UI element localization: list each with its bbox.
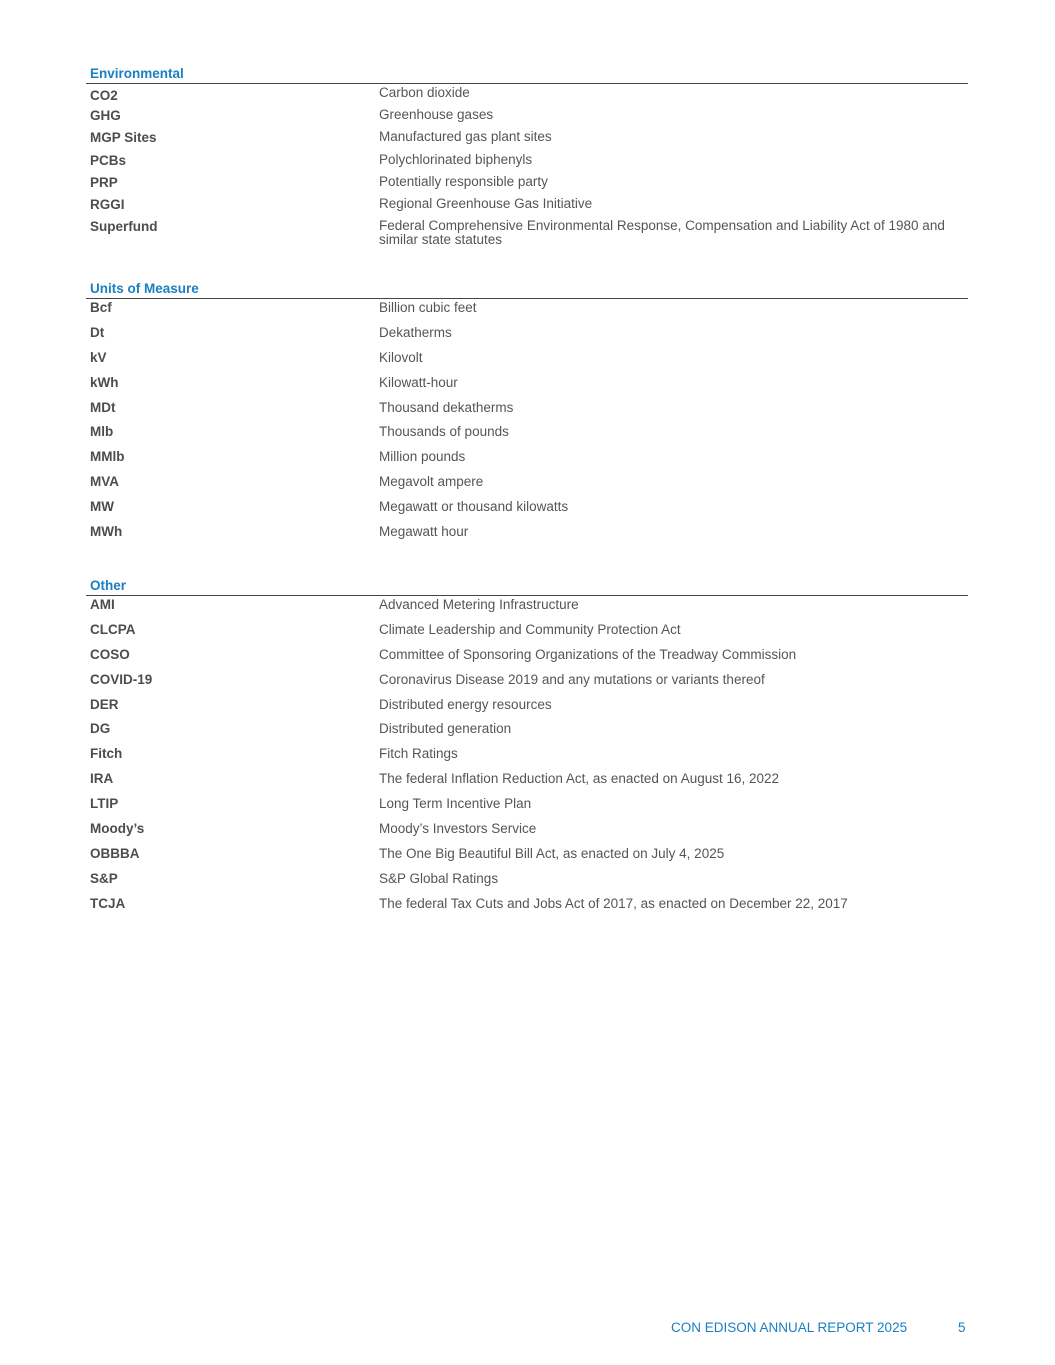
glossary-row [86,401,968,426]
term: Fitch [90,746,123,762]
term: IRA [90,771,114,787]
term: Superfund [90,219,158,235]
term: DER [90,696,119,712]
definition: Carbon dioxide [379,85,470,100]
glossary-row [86,897,968,922]
term: MGP Sites [90,130,157,146]
definition: Climate Leadership and Community Protection Act [379,621,681,637]
definition: Regional Greenhouse Gas Initiative [379,195,593,211]
glossary-row [86,623,968,648]
glossary-row [86,301,968,326]
glossary-row [86,872,968,897]
glossary-row [86,153,968,175]
term: MDt [90,399,116,415]
term: LTIP [90,796,119,812]
section-heading: Units of Measure [86,279,968,299]
glossary-row [86,450,968,475]
term: RGGI [90,196,125,212]
definition: Megawatt or thousand kilowatts [379,499,569,515]
glossary-row [86,326,968,351]
glossary-row [86,722,968,747]
glossary-row [86,525,968,550]
definition: Long Term Incentive Plan [379,796,532,812]
glossary-row [86,847,968,872]
term: OBBBA [90,845,140,861]
definition: S&P Global Ratings [379,870,499,886]
glossary-row [86,197,968,219]
glossary-row [86,822,968,847]
section-heading: Environmental [86,64,968,84]
glossary-row [86,351,968,376]
term: MWh [90,524,123,540]
glossary-row [86,797,968,822]
definition: Moody’s Investors Service [379,821,537,837]
glossary-row [86,475,968,500]
glossary-row [86,698,968,723]
term: kV [90,349,107,365]
page-footer [0,1320,1055,1338]
term: Bcf [90,300,112,315]
definition: Distributed energy resources [379,696,552,712]
term: CO2 [90,88,118,103]
glossary-row [86,130,968,152]
term: COSO [90,646,130,662]
glossary-row [86,747,968,772]
term: DG [90,721,111,737]
definition: The federal Tax Cuts and Jobs Act of 2017, as enacted on December 22, 2017 [379,895,848,911]
term: Dt [90,324,105,340]
glossary-list [86,84,968,249]
page-number: 5 [958,1320,966,1335]
definition: Polychlorinated biphenyls [379,151,533,167]
units-of-measure-section [86,279,968,550]
definition: Dekatherms [379,324,452,340]
environmental-section [86,64,968,249]
term: AMI [90,597,115,612]
term: TCJA [90,895,126,911]
definition: Committee of Sponsoring Organizations of the Treadway Commission [379,646,797,662]
definition: Kilowatt-hour [379,374,458,390]
definition: Megavolt ampere [379,474,484,490]
term: CLCPA [90,621,136,637]
definition: Thousand dekatherms [379,399,514,415]
section-heading: Other [86,576,968,596]
glossary-row [86,175,968,197]
definition: Megawatt hour [379,524,469,540]
report-title: CON EDISON ANNUAL REPORT 2025 [671,1320,908,1335]
definition: Fitch Ratings [379,746,458,762]
definition: The federal Inflation Reduction Act, as enacted on August 16, 2022 [379,771,780,787]
definition: Thousands of pounds [379,424,509,440]
glossary-row [86,772,968,797]
glossary-list [86,299,968,550]
definition: Potentially responsible party [379,173,548,189]
other-section [86,576,968,922]
glossary-row [86,673,968,698]
definition: Distributed generation [379,721,512,737]
glossary-row [86,219,968,249]
glossary-row [86,648,968,673]
definition: Manufactured gas plant sites [379,129,552,145]
glossary-row [86,425,968,450]
term: Moody’s [90,821,145,837]
definition: Greenhouse gases [379,107,494,123]
term: kWh [90,374,119,390]
term: GHG [90,108,121,124]
term: PCBs [90,152,127,168]
glossary-list [86,596,968,922]
term: COVID-19 [90,671,153,687]
definition: Federal Comprehensive Environmental Response, Compensation and Liability Act of 1980 and similar state statutes [379,218,945,248]
glossary-row [86,500,968,525]
glossary-row [86,86,968,108]
definition: Kilovolt [379,349,423,365]
term: MVA [90,474,119,490]
term: PRP [90,174,118,190]
glossary-row [86,108,968,130]
term: MW [90,499,114,515]
term: Mlb [90,424,114,440]
glossary-row [86,598,968,623]
definition: Advanced Metering Infrastructure [379,597,579,612]
definition: Coronavirus Disease 2019 and any mutations or variants thereof [379,671,765,687]
glossary-row [86,376,968,401]
definition: Billion cubic feet [379,300,477,315]
term: MMlb [90,449,125,465]
definition: Million pounds [379,449,466,465]
term: S&P [90,870,118,886]
definition: The One Big Beautiful Bill Act, as enacted on July 4, 2025 [379,845,725,861]
